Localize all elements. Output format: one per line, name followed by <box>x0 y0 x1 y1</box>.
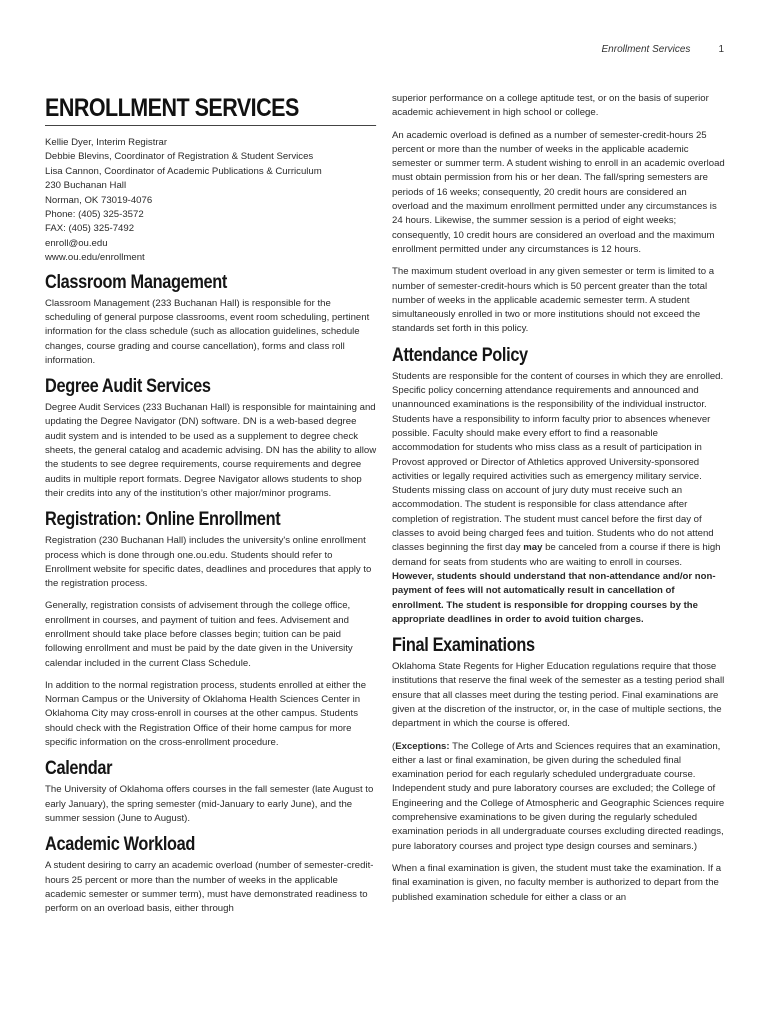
contact-publications-coordinator: Lisa Cannon, Coordinator of Academic Publications & Curriculum <box>45 165 322 177</box>
exceptions-open-paren: ( <box>392 740 396 752</box>
attendance-warning: However, students should understand that non-attendance and/or non-payment of fees will not automatically result in cancellation of enrollment. The student is responsible for dropping courses by the appropriate deadlines in order to avoid tuition charges. <box>392 570 716 625</box>
paragraph-calendar: The University of Oklahoma offers courses in the fall semester (late August to early January), the spring semester (mid-January to early June), and the summer session (June to August). <box>45 784 374 824</box>
contact-website-link[interactable]: www.ou.edu/enrollment <box>45 252 145 264</box>
heading-registration: Registration: Online Enrollment <box>45 509 281 531</box>
paragraph-registration-3: In addition to the normal registration process, students enrolled at either the Norman Campus or the University of Oklahoma Health Sciences Center in Oklahoma City may cross-enroll in courses at the other campus. Students should check with the Registration Office of their home campus for more specific information on the cross-enrollment procedure. <box>45 679 367 749</box>
heading-academic-workload: Academic Workload <box>45 834 196 856</box>
attendance-text-b: be canceled from a course if there is high demand for seats from students who are waiting to enroll in courses. <box>392 542 721 568</box>
paragraph-final-exams-3: When a final examination is given, the student must take the examination. If a final examination is given, no faculty member is authorized to depart from the published examination schedule for either a class or an <box>392 862 722 903</box>
contact-address-street: 230 Buchanan Hall <box>45 180 127 192</box>
contact-email-link[interactable]: enroll@ou.edu <box>45 237 108 249</box>
contact-registration-coordinator: Debbie Blevins, Coordinator of Registration & Student Services <box>45 151 314 163</box>
exceptions-text: The College of Arts and Sciences requires that an examination, either a last or final examination, be given during the scheduled final examination period for each regularly scheduled undergraduate course. Independent study and pure laboratory courses are excluded; the College of Engineering and the College of Atmospheric and Geographic Sciences require comprehensive examinations to be given during the regularly scheduled examination periods in all undergraduate courses excluding directed readings, pure laboratory courses and project type design courses and seminars.) <box>392 740 725 852</box>
contact-phone: Phone: (405) 325-3572 <box>45 209 144 221</box>
paragraph-registration-1: Registration (230 Buchanan Hall) includes the university's online enrollment process which is done through one.ou.edu. Students should refer to Enrollment website for specific dates, deadlines and procedures that apply to the registration process. <box>45 535 372 590</box>
paragraph-final-exams-2 <box>392 740 725 854</box>
paragraph-attendance <box>392 370 725 627</box>
attendance-may: may <box>523 542 543 554</box>
page-title: ENROLLMENT SERVICES <box>45 94 376 126</box>
contact-address-city: Norman, OK 73019-4076 <box>45 194 153 206</box>
paragraph-workload-2: An academic overload is defined as a number of semester-credit-hours 25 percent or more than the number of weeks in the applicable academic semester or summer term. A student wishing to enroll in an academic overload must obtain permission from his or her dean. The fall/spring semesters are periods of 16 weeks; consequently, 20 credit hours are considered an overload and the maximum enrollment permitted under any circumstances is 24 hours. Likewise, the summer session is a period of eight weeks; consequently, 10 credit hours are considered an overload and the maximum enrollment permitted under any circumstances is 12 hours. <box>392 129 725 255</box>
paragraph-workload-1: A student desiring to carry an academic overload (number of semester-credit-hours 25 percent or more than the number of weeks in the applicable academic semester or summer term), must have demonstrated readiness to perform on an overload basis, either through <box>45 860 374 915</box>
heading-attendance-policy: Attendance Policy <box>392 344 528 366</box>
paragraph-workload-3: The maximum student overload in any given semester or term is limited to a number of semester-credit-hours which is 50 percent greater than the total number of weeks in the applicable academic semester term. A student simultaneously enrolled in two or more institutions should not exceed the standards set forth in this policy. <box>392 266 715 335</box>
heading-degree-audit: Degree Audit Services <box>45 376 211 398</box>
right-column <box>392 92 725 913</box>
contact-registrar: Kellie Dyer, Interim Registrar <box>45 137 168 148</box>
paragraph-final-exams-1: Oklahoma State Regents for Higher Education regulations require that those institutions that reserve the final week of the semester as a testing period shall ensure that all classes meet during the testing period. Final examinations are given at the discretion of the instructor, or, in the case of multiple sections, the department in which the course is offered. <box>392 661 725 730</box>
exceptions-label: Exceptions: <box>395 740 450 752</box>
attendance-text-a: Students are responsible for the content of courses in which they are enrolled. Specific policy concerning attendance requirements and announced and unannounced examinations is the responsibility of the individual instructor. Students have a responsibility to inform faculty prior to absences whenever possible. Faculty should make every effort to find a reasonable accommodation for students who miss class as a result of participation in Provost approved or Director of Athletics approved University-sponsored activities or legally required activities such as emergency military service. Students missing class on account of jury duty must receive such an accommodation. The student is responsible for class attendance after completion of registration. The student must cancel before the first day of classes to avoid being charged fees and tuition. Students who do not attend classes beginning the first day <box>392 370 724 554</box>
heading-final-examinations: Final Examinations <box>392 635 535 657</box>
contact-fax: FAX: (405) 325-7492 <box>45 223 135 235</box>
heading-calendar: Calendar <box>45 758 113 780</box>
heading-classroom-management: Classroom Management <box>45 271 227 293</box>
running-title: Enrollment Services <box>601 44 691 55</box>
paragraph-degree-audit: Degree Audit Services (233 Buchanan Hall) is responsible for maintaining and updating the Degree Navigator (DN) software. DN is a web-based degree audit system and is intended to be used as a supplement to degree check sheets, the general catalog and academic advising. DN has the ability to allow the students to see degree requirements, course requirements and degree audits in multiple report formats. Degree Navigator allows students to shop their credits into any of the institution’s other major/minor programs. <box>45 402 377 499</box>
contact-block <box>45 136 378 266</box>
left-column <box>45 92 378 924</box>
paragraph-classroom-management: Classroom Management (233 Buchanan Hall) is responsible for the scheduling of general purpose classrooms, event room scheduling, pertinent information for the class schedule (such as allocation guidelines, schedule changes, course grading and course cancellation), forms and class roll information. <box>45 297 370 366</box>
paragraph-workload-1-continued: superior performance on a college aptitude test, or on the basis of superior academic achievement in high school or college. <box>392 93 709 119</box>
page-number: 1 <box>718 44 724 55</box>
running-header <box>602 44 724 55</box>
paragraph-registration-2: Generally, registration consists of advisement through the college office, enrollment in courses, and payment of tuition and fees. Advisement and enrollment should take place before classes begin; tuition can be paid following enrollment and must be paid by the date given in the University calendar included in the current Class Schedule. <box>45 600 353 669</box>
